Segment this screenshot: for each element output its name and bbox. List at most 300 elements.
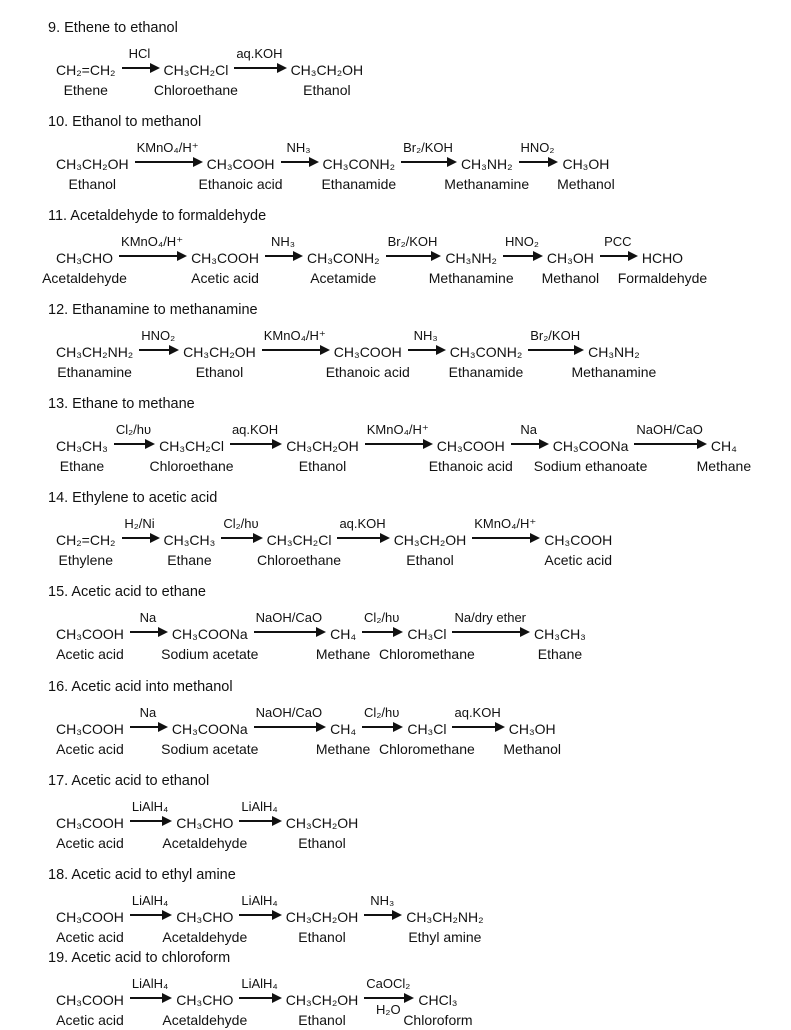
compound-name: Acetamide bbox=[310, 270, 377, 286]
reaction-arrow bbox=[526, 328, 584, 351]
arrow-icon bbox=[230, 443, 280, 445]
compound-formula: CH₃NH₂ bbox=[445, 250, 497, 266]
reaction-scheme bbox=[42, 234, 783, 288]
compound bbox=[286, 422, 359, 476]
compound bbox=[162, 893, 248, 947]
compound-formula: CHCl₃ bbox=[418, 992, 458, 1008]
compound bbox=[183, 328, 256, 382]
compound-formula: CH₃COONa bbox=[171, 626, 248, 642]
compound bbox=[541, 234, 600, 288]
compound bbox=[286, 976, 359, 1030]
compound bbox=[56, 46, 116, 100]
compound-name: Ethanol bbox=[298, 835, 346, 851]
reagent-label: Na/dry ether bbox=[454, 610, 527, 625]
reagent-label: H₂/Ni bbox=[124, 516, 155, 531]
arrow-icon bbox=[401, 161, 455, 163]
reagent-label: NH₃ bbox=[413, 328, 438, 343]
reaction-scheme bbox=[54, 610, 783, 664]
arrow-icon bbox=[503, 255, 541, 257]
reagent-label: LiAlH₄ bbox=[131, 799, 169, 814]
compound bbox=[571, 328, 657, 382]
compound bbox=[444, 140, 530, 194]
compound-formula: CH₂=CH₂ bbox=[56, 532, 116, 548]
compound-formula: CH₃COOH bbox=[56, 992, 124, 1008]
compound bbox=[534, 610, 586, 664]
compound-name: Acetic acid bbox=[56, 929, 124, 945]
arrow-icon bbox=[139, 349, 177, 351]
reaction-section bbox=[48, 948, 783, 1030]
compound bbox=[56, 976, 124, 1030]
reaction-scheme bbox=[54, 705, 783, 759]
reaction-arrow bbox=[406, 328, 446, 351]
reaction-arrow bbox=[120, 46, 160, 69]
reaction-arrow bbox=[117, 234, 187, 257]
compound-name: Methanol bbox=[503, 741, 561, 757]
compound-name: Ethanoic acid bbox=[198, 176, 283, 192]
compound-name: Acetic acid bbox=[56, 741, 124, 757]
compound-formula: CH₃COOH bbox=[56, 626, 124, 642]
reaction-arrow bbox=[237, 976, 281, 999]
arrow-icon bbox=[452, 726, 502, 728]
arrow-icon bbox=[135, 161, 201, 163]
reaction-arrow bbox=[128, 976, 172, 999]
compound-name: Methane bbox=[315, 741, 371, 757]
compound-name: Sodium acetate bbox=[161, 646, 259, 662]
compound-formula: CH₃CONH₂ bbox=[449, 344, 523, 360]
compound-name: Ethanamine bbox=[57, 364, 132, 380]
compound-name: Methanol bbox=[557, 176, 615, 192]
reaction-section bbox=[48, 771, 783, 853]
section-title: 15. Acetic acid to ethane bbox=[48, 584, 206, 600]
reagent-label: Br₂/KOH bbox=[530, 328, 581, 343]
reagent-label: Br₂/KOH bbox=[403, 140, 453, 155]
reagent-label: NaOH/CaO bbox=[255, 705, 323, 720]
compound bbox=[428, 422, 513, 476]
reagent-label: LiAlH₄ bbox=[241, 799, 278, 814]
compound-formula: CH₃Cl bbox=[407, 626, 447, 642]
compound bbox=[323, 140, 396, 194]
arrow-icon bbox=[114, 443, 153, 445]
reaction-arrow bbox=[228, 422, 282, 445]
compound bbox=[56, 422, 108, 476]
reaction-arrow bbox=[450, 705, 504, 728]
compound-formula: CH₃CH₂NH₂ bbox=[406, 909, 484, 925]
compound-formula: CH₄ bbox=[710, 438, 737, 454]
section-title: 19. Acetic acid to chloroform bbox=[48, 950, 231, 966]
compound bbox=[394, 516, 467, 570]
reagent-label: NH₃ bbox=[370, 893, 395, 908]
compound-name: Sodium acetate bbox=[161, 741, 259, 757]
reaction-arrow bbox=[470, 516, 540, 539]
compound-formula: CH₃CONH₂ bbox=[306, 250, 380, 266]
arrow-icon bbox=[130, 631, 166, 633]
compound-formula: CH₃OH bbox=[508, 721, 556, 737]
reaction-section bbox=[48, 488, 783, 570]
reagent-label: Cl₂/hυ bbox=[223, 516, 259, 531]
reaction-arrow bbox=[501, 234, 543, 257]
reaction-arrow bbox=[112, 422, 155, 445]
compound-name: Chloromethane bbox=[379, 646, 475, 662]
compound bbox=[403, 976, 473, 1030]
compound bbox=[291, 46, 364, 100]
compound-formula: CH₃CH₂Cl bbox=[163, 62, 229, 78]
reaction-arrow bbox=[384, 234, 442, 257]
reaction-scheme bbox=[54, 46, 783, 100]
compound bbox=[164, 516, 216, 570]
compound bbox=[162, 976, 248, 1030]
arrow-icon bbox=[254, 726, 324, 728]
arrow-icon bbox=[221, 537, 260, 539]
compound-formula: CH₃CH₃ bbox=[534, 626, 586, 642]
compound-formula: CH₃COOH bbox=[56, 909, 124, 925]
reaction-scheme bbox=[54, 976, 783, 1030]
arrow-icon bbox=[600, 255, 636, 257]
reagent-label: KMnO₄/H⁺ bbox=[366, 422, 429, 437]
reagent-label: PCC bbox=[604, 234, 632, 249]
reaction-arrow bbox=[237, 799, 281, 822]
reaction-arrow bbox=[128, 893, 172, 916]
section-title: 17. Acetic acid to ethanol bbox=[48, 773, 210, 789]
reaction-section bbox=[48, 582, 783, 664]
compound-name: Chloroethane bbox=[257, 552, 342, 568]
arrow-icon bbox=[130, 997, 170, 999]
compound-name: Ethanol bbox=[68, 176, 117, 192]
compound-formula: CH₃CH₂OH bbox=[286, 438, 359, 454]
compound-formula: CH₃OH bbox=[562, 156, 610, 172]
compound-name: Ethane bbox=[59, 458, 105, 474]
compound-name: Methane bbox=[315, 646, 371, 662]
reaction-arrow bbox=[128, 799, 172, 822]
compound-name: Acetic acid bbox=[544, 552, 613, 568]
compound-formula: CH₃COOH bbox=[544, 532, 613, 548]
reagent-label: HCl bbox=[128, 46, 151, 61]
compound bbox=[56, 893, 124, 947]
reaction-section bbox=[48, 677, 783, 759]
reagent-label: NH₃ bbox=[286, 140, 311, 155]
compound-name: Chloroethane bbox=[149, 458, 234, 474]
reaction-arrow bbox=[128, 610, 168, 633]
reagent-label: LiAlH₄ bbox=[241, 893, 278, 908]
arrow-icon bbox=[122, 67, 158, 69]
arrow-icon bbox=[234, 67, 284, 69]
compound-formula: CH₃CHO bbox=[56, 250, 114, 266]
reaction-scheme bbox=[54, 799, 783, 853]
compound-formula: CH₃CH₂Cl bbox=[159, 438, 224, 454]
reaction-arrow bbox=[252, 610, 326, 633]
compound bbox=[557, 140, 615, 194]
section-title: 10. Ethanol to methanol bbox=[48, 114, 202, 130]
compound-name: Ethanol bbox=[298, 929, 346, 945]
arrow-icon bbox=[239, 997, 279, 999]
reagent-label: aq.KOH bbox=[454, 705, 501, 720]
compound bbox=[162, 799, 248, 853]
arrow-icon bbox=[472, 537, 538, 539]
reaction-arrow bbox=[260, 328, 330, 351]
compound-formula: CH₃CONH₂ bbox=[322, 156, 396, 172]
arrow-icon bbox=[365, 443, 431, 445]
section-title: 18. Acetic acid to ethyl amine bbox=[48, 867, 236, 883]
arrow-icon bbox=[386, 255, 440, 257]
compound bbox=[406, 893, 483, 947]
compound-name: Ethanamide bbox=[448, 364, 524, 380]
compound-name: Acetaldehyde bbox=[162, 835, 248, 851]
compound-formula: CH₃CH₂OH bbox=[285, 909, 359, 925]
arrow-icon bbox=[364, 914, 400, 916]
compound-formula: CH₃CHO bbox=[176, 909, 234, 925]
compound-formula: CH₃COONa bbox=[171, 721, 248, 737]
compound-formula: HCHO bbox=[641, 250, 684, 266]
reagent-label: LiAlH₄ bbox=[131, 976, 169, 991]
reaction-section bbox=[42, 206, 783, 288]
reaction-arrow bbox=[252, 705, 326, 728]
compound bbox=[428, 234, 514, 288]
compound-name: Ethanoic acid bbox=[428, 458, 513, 474]
reagent-label: HNO₂ bbox=[141, 328, 176, 343]
compound-formula: CH₃CHO bbox=[176, 815, 234, 831]
compound-formula: CH₃COOH bbox=[333, 344, 402, 360]
arrow-icon bbox=[130, 914, 170, 916]
reaction-scheme bbox=[54, 140, 783, 194]
compound-formula: CH₃CH₂Cl bbox=[266, 532, 332, 548]
reagent-label: Cl₂/hυ bbox=[364, 610, 400, 625]
compound bbox=[325, 328, 410, 382]
reaction-arrow bbox=[598, 234, 638, 257]
compound bbox=[161, 610, 259, 664]
reagent-label: Na bbox=[139, 610, 157, 625]
compound-name: Ethylene bbox=[58, 552, 113, 568]
reaction-arrow bbox=[360, 610, 403, 633]
section-title: 14. Ethylene to acetic acid bbox=[48, 490, 218, 506]
arrow-icon bbox=[130, 726, 166, 728]
compound-formula: CH₃COOH bbox=[56, 815, 124, 831]
arrow-icon bbox=[634, 443, 704, 445]
compound bbox=[544, 516, 612, 570]
compound-formula: CH₃CH₂OH bbox=[56, 156, 129, 172]
reaction-arrow bbox=[219, 516, 262, 539]
compound-name: Ethanol bbox=[298, 458, 347, 474]
compound bbox=[307, 234, 380, 288]
arrow-icon bbox=[262, 349, 328, 351]
reagent-label: Na bbox=[520, 422, 538, 437]
reagent-label: KMnO₄/H⁺ bbox=[136, 140, 199, 155]
reagent-label: Na bbox=[139, 705, 157, 720]
compound-formula: CH₃CH₂OH bbox=[183, 344, 256, 360]
reaction-arrow bbox=[237, 893, 281, 916]
reaction-section bbox=[48, 18, 783, 100]
compound bbox=[56, 799, 124, 853]
compound-formula: CH₂=CH₂ bbox=[56, 62, 116, 78]
compound bbox=[450, 328, 523, 382]
reagent-label: HNO₂ bbox=[520, 140, 555, 155]
reaction-arrow bbox=[363, 422, 433, 445]
compound-name: Acetaldehyde bbox=[162, 929, 248, 945]
reaction-arrow bbox=[133, 140, 203, 163]
reaction-arrow bbox=[632, 422, 706, 445]
reaction-section bbox=[48, 300, 783, 382]
arrow-icon bbox=[122, 537, 158, 539]
compound-name: Acetic acid bbox=[56, 646, 124, 662]
compound-formula: CH₃CHO bbox=[176, 992, 234, 1008]
compound-formula: CH₃NH₂ bbox=[588, 344, 640, 360]
compound bbox=[42, 234, 127, 288]
compound-formula: CH₄ bbox=[330, 626, 357, 642]
condition-label: H₂O bbox=[376, 1002, 401, 1017]
reaction-arrow bbox=[360, 705, 403, 728]
compound-name: Chloroethane bbox=[153, 82, 238, 98]
reaction-scheme bbox=[54, 893, 783, 947]
compound bbox=[56, 328, 133, 382]
arrow-icon bbox=[265, 255, 301, 257]
reaction-section bbox=[48, 865, 783, 947]
compound bbox=[198, 140, 283, 194]
compound-name: Chloromethane bbox=[379, 741, 475, 757]
arrow-icon bbox=[408, 349, 444, 351]
reagent-label: Br₂/KOH bbox=[387, 234, 438, 249]
arrow-icon bbox=[130, 820, 170, 822]
compound-name: Ethene bbox=[63, 82, 108, 98]
compound-formula: CH₃CH₂OH bbox=[290, 62, 364, 78]
compound-formula: CH₃COOH bbox=[191, 250, 259, 266]
reaction-scheme bbox=[54, 422, 783, 476]
compound-name: Ethanamide bbox=[321, 176, 397, 192]
compound-formula: CH₃NH₂ bbox=[460, 156, 513, 172]
arrow-icon bbox=[362, 631, 401, 633]
reagent-label: KMnO₄/H⁺ bbox=[121, 234, 184, 249]
arrow-icon bbox=[281, 161, 317, 163]
reagent-label: LiAlH₄ bbox=[241, 976, 278, 991]
reaction-scheme bbox=[54, 516, 783, 570]
reagent-label: aq.KOH bbox=[339, 516, 386, 531]
compound bbox=[56, 516, 116, 570]
reaction-arrow bbox=[399, 140, 457, 163]
compound-formula: CH₃COOH bbox=[206, 156, 275, 172]
compound bbox=[696, 422, 752, 476]
compound bbox=[503, 705, 561, 759]
compound-name: Ethane bbox=[537, 646, 583, 662]
reaction-arrow bbox=[509, 422, 549, 445]
compound-name: Chloroform bbox=[403, 1012, 473, 1028]
compound-name: Sodium ethanoate bbox=[533, 458, 648, 474]
compound-formula: CH₃COOH bbox=[436, 438, 505, 454]
compound-formula: CH₃CH₂OH bbox=[285, 992, 359, 1008]
arrow-icon bbox=[239, 820, 279, 822]
compound bbox=[153, 46, 238, 100]
compound-name: Acetaldehyde bbox=[42, 270, 127, 286]
compound bbox=[191, 234, 259, 288]
compound-name: Acetaldehyde bbox=[162, 1012, 248, 1028]
compound-formula: CH₃CH₃ bbox=[56, 438, 108, 454]
compound bbox=[286, 893, 359, 947]
reagent-label: Cl₂/hυ bbox=[364, 705, 400, 720]
reaction-arrow bbox=[137, 328, 179, 351]
reagent-label: aq.KOH bbox=[231, 422, 279, 437]
compound-name: Methanol bbox=[541, 270, 600, 286]
compound-name: Acetic acid bbox=[191, 270, 259, 286]
compound-name: Formaldehyde bbox=[617, 270, 708, 286]
compound-formula: CH₃CH₂OH bbox=[285, 815, 359, 831]
section-title: 11. Acetaldehyde to formaldehyde bbox=[48, 208, 267, 224]
reaction-arrow bbox=[279, 140, 319, 163]
compound-name: Acetic acid bbox=[56, 835, 124, 851]
compound bbox=[533, 422, 648, 476]
arrow-icon bbox=[519, 161, 557, 163]
arrow-icon bbox=[511, 443, 547, 445]
arrow-icon bbox=[364, 997, 412, 999]
section-title: 13. Ethane to methane bbox=[48, 396, 195, 412]
arrow-icon bbox=[528, 349, 582, 351]
compound bbox=[257, 516, 342, 570]
compound-formula: CH₄ bbox=[330, 721, 357, 737]
compound-formula: CH₃CH₂NH₂ bbox=[56, 344, 134, 360]
reaction-arrow bbox=[120, 516, 160, 539]
reagent-label: NH₃ bbox=[270, 234, 296, 249]
compound-name: Methane bbox=[696, 458, 752, 474]
compound-formula: CH₃OH bbox=[546, 250, 594, 266]
reagent-label: KMnO₄/H⁺ bbox=[474, 516, 537, 531]
compound-name: Ethanol bbox=[298, 1012, 346, 1028]
compound bbox=[149, 422, 234, 476]
reaction-section bbox=[48, 394, 783, 476]
reaction-arrow bbox=[450, 610, 530, 633]
compound-formula: CH₃CH₂OH bbox=[393, 532, 467, 548]
arrow-icon bbox=[119, 255, 185, 257]
compound bbox=[56, 140, 129, 194]
arrow-icon bbox=[362, 726, 401, 728]
reaction-arrow bbox=[232, 46, 286, 69]
arrow-icon bbox=[452, 631, 528, 633]
reagent-label: HNO₂ bbox=[504, 234, 539, 249]
reaction-arrow bbox=[335, 516, 389, 539]
arrow-icon bbox=[239, 914, 279, 916]
compound-name: Ethanol bbox=[406, 552, 454, 568]
compound bbox=[161, 705, 259, 759]
reagent-label: NaOH/CaO bbox=[255, 610, 323, 625]
compound bbox=[56, 705, 124, 759]
compound-name: Methanamine bbox=[571, 364, 657, 380]
arrow-icon bbox=[337, 537, 387, 539]
compound-name: Ethanol bbox=[303, 82, 351, 98]
reaction-arrow bbox=[263, 234, 303, 257]
compound-formula: CH₃COONa bbox=[552, 438, 629, 454]
compound bbox=[286, 799, 359, 853]
reaction-arrow bbox=[362, 893, 402, 916]
reagent-label: LiAlH₄ bbox=[131, 893, 169, 908]
reagent-label: CaOCl₂ bbox=[366, 976, 411, 991]
section-title: 9. Ethene to ethanol bbox=[48, 20, 178, 36]
compound-name: Ethane bbox=[167, 552, 212, 568]
compound-name: Methanamine bbox=[428, 270, 514, 286]
section-title: 16. Acetic acid into methanol bbox=[48, 679, 233, 695]
reagent-label: KMnO₄/H⁺ bbox=[263, 328, 326, 343]
compound-name: Ethyl amine bbox=[408, 929, 482, 945]
compound-name: Methanamine bbox=[444, 176, 530, 192]
compound bbox=[315, 705, 371, 759]
section-title: 12. Ethanamine to methanamine bbox=[48, 302, 258, 318]
compound bbox=[315, 610, 371, 664]
compound bbox=[56, 610, 124, 664]
reagent-label: aq.KOH bbox=[236, 46, 283, 61]
reaction-section bbox=[48, 112, 783, 194]
reagent-label: Cl₂/hυ bbox=[115, 422, 152, 437]
compound-name: Acetic acid bbox=[56, 1012, 124, 1028]
reaction-arrow bbox=[517, 140, 559, 163]
arrow-icon bbox=[254, 631, 324, 633]
compound-formula: CH₃COOH bbox=[56, 721, 124, 737]
reaction-scheme bbox=[54, 328, 783, 382]
reagent-label: NaOH/CaO bbox=[636, 422, 703, 437]
compound-name: Ethanol bbox=[195, 364, 244, 380]
reaction-arrow bbox=[128, 705, 168, 728]
